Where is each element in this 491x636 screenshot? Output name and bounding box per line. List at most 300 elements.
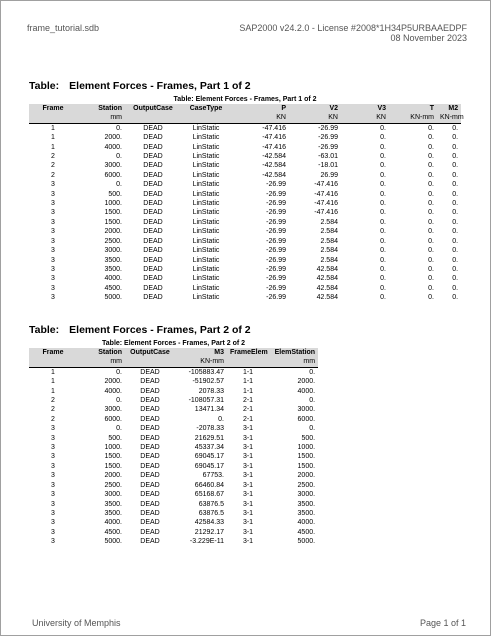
table-cell: 3-1 bbox=[242, 462, 254, 470]
table-cell: 21629.51 bbox=[194, 434, 224, 442]
table-cell: 1 bbox=[51, 387, 55, 395]
table-cell: 69045.17 bbox=[194, 462, 224, 470]
column-unit bbox=[125, 113, 181, 123]
table-cell: -26.99 bbox=[266, 181, 286, 189]
table-cell: LinStatic bbox=[192, 294, 220, 302]
column-unit: KN-mm bbox=[389, 113, 437, 123]
table-cell: 0. bbox=[428, 124, 434, 132]
table-cell: 0. bbox=[428, 265, 434, 273]
table-cell: 2 bbox=[51, 406, 55, 414]
table-cell: 3000. bbox=[297, 491, 316, 499]
table-cell: DEAD bbox=[140, 415, 160, 423]
table-row bbox=[29, 256, 461, 265]
table-cell: 5000. bbox=[104, 538, 122, 546]
table-cell: DEAD bbox=[143, 209, 163, 217]
table-cell: LinStatic bbox=[192, 162, 220, 170]
table-cell: LinStatic bbox=[192, 124, 220, 132]
table-cell: 2-1 bbox=[242, 406, 254, 414]
table-cell: 0. bbox=[116, 368, 122, 376]
table-units-row bbox=[29, 113, 461, 123]
table-cell: LinStatic bbox=[192, 247, 220, 255]
table-cell: 3 bbox=[51, 472, 55, 480]
table-row bbox=[29, 246, 461, 255]
table-cell: LinStatic bbox=[192, 200, 220, 208]
table-cell: 0. bbox=[428, 200, 434, 208]
table-cell: 0. bbox=[452, 275, 459, 283]
table-cell: LinStatic bbox=[192, 134, 220, 142]
table-row bbox=[29, 143, 461, 152]
table-cell: DEAD bbox=[140, 472, 160, 480]
table-cell: 2000. bbox=[297, 378, 316, 386]
table-cell: 42584.33 bbox=[194, 519, 224, 527]
table-cell: LinStatic bbox=[192, 218, 220, 226]
table-cell: 0. bbox=[309, 368, 316, 376]
table1-title bbox=[29, 80, 251, 92]
table-cell: 0. bbox=[380, 181, 386, 189]
column-header: Frame bbox=[29, 348, 77, 357]
column-header: OutputCase bbox=[125, 104, 181, 113]
table-cell: 3-1 bbox=[242, 481, 254, 489]
table-cell: DEAD bbox=[140, 397, 160, 405]
table-cell: 3500. bbox=[104, 509, 122, 517]
table-cell: -26.99 bbox=[266, 284, 286, 292]
table-cell: LinStatic bbox=[192, 265, 220, 273]
table-cell: -26.99 bbox=[266, 218, 286, 226]
table-cell: 0. bbox=[428, 247, 434, 255]
table-cell: 0. bbox=[428, 162, 434, 170]
table-row bbox=[29, 208, 461, 217]
table-cell: 0. bbox=[380, 275, 386, 283]
report-header bbox=[239, 23, 467, 43]
table-cell: LinStatic bbox=[192, 181, 220, 189]
table-cell: DEAD bbox=[140, 500, 160, 508]
column-header: Station bbox=[77, 348, 125, 357]
table-cell: 13471.34 bbox=[194, 406, 224, 414]
table-cell: -42.584 bbox=[262, 171, 286, 179]
table-cell: 3-1 bbox=[242, 538, 254, 546]
table-cell: 3 bbox=[51, 181, 55, 189]
table-cell: 3-1 bbox=[242, 491, 254, 499]
table-cell: 0. bbox=[116, 124, 122, 132]
table-cell: 6000. bbox=[297, 415, 316, 423]
table-cell: 6000. bbox=[104, 415, 122, 423]
table-row bbox=[29, 443, 318, 452]
table-cell: 0. bbox=[380, 153, 386, 161]
table-cell: 4000. bbox=[297, 387, 316, 395]
table-cell: 2 bbox=[51, 153, 55, 161]
table-cell: 3 bbox=[51, 434, 55, 442]
table-cell: 0. bbox=[428, 284, 434, 292]
column-unit: mm bbox=[77, 357, 125, 367]
table-cell: 3-1 bbox=[242, 500, 254, 508]
table-caption: Table: Element Forces - Frames, Part 1 of 2 bbox=[173, 96, 317, 103]
table-cell: 3-1 bbox=[242, 434, 254, 442]
table-cell: DEAD bbox=[143, 284, 163, 292]
table-cell: 0. bbox=[309, 425, 316, 433]
table-cell: 5000. bbox=[104, 294, 122, 302]
table-cell: 1 bbox=[51, 143, 55, 151]
table-cell: DEAD bbox=[143, 237, 163, 245]
table-cell: 1 bbox=[51, 368, 55, 376]
table-cell: 0. bbox=[428, 143, 434, 151]
table-cell: 4000. bbox=[104, 275, 122, 283]
table-cell: 3 bbox=[51, 519, 55, 527]
table-row bbox=[29, 123, 461, 133]
table-cell: 0. bbox=[452, 190, 459, 198]
table-cell: -26.99 bbox=[318, 124, 338, 132]
table-cell: -26.99 bbox=[266, 275, 286, 283]
table-cell: LinStatic bbox=[192, 190, 220, 198]
table-cell: LinStatic bbox=[192, 228, 220, 236]
table-row bbox=[29, 180, 461, 189]
table-cell: 3500. bbox=[297, 500, 316, 508]
column-unit: KN bbox=[341, 113, 389, 123]
table-cell: 42.584 bbox=[316, 265, 338, 273]
table-cell: 0. bbox=[380, 247, 386, 255]
table-cell: 1000. bbox=[297, 444, 316, 452]
table-cell: DEAD bbox=[140, 519, 160, 527]
table-cell: 0. bbox=[452, 265, 459, 273]
table-row bbox=[29, 415, 318, 424]
table-cell: 3 bbox=[51, 190, 55, 198]
table-cell: 1 bbox=[51, 134, 55, 142]
column-header: V3 bbox=[341, 104, 389, 113]
column-header: Station bbox=[77, 104, 125, 113]
table-cell: 2 bbox=[51, 397, 55, 405]
column-unit bbox=[29, 357, 77, 367]
column-header: V2 bbox=[289, 104, 341, 113]
column-header: M3 bbox=[175, 348, 227, 357]
table-row bbox=[29, 152, 461, 161]
table-row bbox=[29, 199, 461, 208]
table-cell: 0. bbox=[218, 415, 224, 423]
column-unit bbox=[125, 357, 175, 367]
column-unit bbox=[29, 113, 77, 123]
table-cell: 0. bbox=[116, 397, 122, 405]
table-row bbox=[29, 190, 461, 199]
table-caption: Table: Element Forces - Frames, Part 2 of 2 bbox=[102, 340, 246, 347]
table-cell: DEAD bbox=[140, 538, 160, 546]
file-name: frame_tutorial.sdb bbox=[27, 23, 100, 33]
table-cell: -63.01 bbox=[318, 153, 338, 161]
table-cell: 3 bbox=[51, 218, 55, 226]
table-cell: 0. bbox=[380, 190, 386, 198]
table-row bbox=[29, 265, 461, 274]
table-cell: DEAD bbox=[143, 256, 163, 264]
table-cell: 0. bbox=[116, 181, 122, 189]
table-cell: 0. bbox=[452, 124, 459, 132]
table-row bbox=[29, 284, 461, 293]
table-cell: 500. bbox=[301, 434, 316, 442]
table-cell: 3 bbox=[51, 462, 55, 470]
table-cell: 1500. bbox=[104, 209, 122, 217]
table-cell: DEAD bbox=[143, 228, 163, 236]
table-cell: 3000. bbox=[104, 162, 122, 170]
table-cell: 2000. bbox=[104, 134, 122, 142]
table-row bbox=[29, 274, 461, 283]
table-cell: DEAD bbox=[140, 491, 160, 499]
table-row bbox=[29, 434, 318, 443]
table-cell: 0. bbox=[380, 162, 386, 170]
table-cell: 3 bbox=[51, 294, 55, 302]
table-cell: LinStatic bbox=[192, 237, 220, 245]
table-cell: 3000. bbox=[104, 491, 122, 499]
table-cell: 0. bbox=[380, 265, 386, 273]
table-cell: DEAD bbox=[140, 368, 160, 376]
table-cell: -26.99 bbox=[318, 134, 338, 142]
table-cell: DEAD bbox=[143, 134, 163, 142]
column-header: P bbox=[231, 104, 289, 113]
table-cell: LinStatic bbox=[192, 153, 220, 161]
table-cell: 3 bbox=[51, 200, 55, 208]
table-cell: 1000. bbox=[104, 200, 122, 208]
table-cell: -18.01 bbox=[318, 162, 338, 170]
table-row bbox=[29, 500, 318, 509]
table-cell: 1 bbox=[51, 124, 55, 132]
table-cell: 4000. bbox=[104, 519, 122, 527]
organization-name: University of Memphis bbox=[32, 618, 121, 628]
table-cell: -47.416 bbox=[314, 181, 338, 189]
column-header: M2 bbox=[437, 104, 461, 113]
table-cell: 0. bbox=[428, 218, 434, 226]
table-units-row bbox=[29, 357, 318, 367]
table-cell: LinStatic bbox=[192, 256, 220, 264]
table-cell: 1000. bbox=[104, 444, 122, 452]
table-cell: 1500. bbox=[297, 462, 316, 470]
table-cell: 0. bbox=[116, 153, 122, 161]
table-cell: -26.99 bbox=[266, 265, 286, 273]
column-header: CaseType bbox=[181, 104, 231, 113]
column-unit: KN bbox=[231, 113, 289, 123]
table-cell: 3500. bbox=[104, 265, 122, 273]
table-cell: -3.229E-11 bbox=[189, 538, 224, 546]
table-row bbox=[29, 537, 318, 546]
table-cell: DEAD bbox=[140, 481, 160, 489]
table-cell: 4500. bbox=[104, 528, 122, 536]
table-cell: 500. bbox=[108, 190, 122, 198]
table-row bbox=[29, 387, 318, 396]
table-cell: DEAD bbox=[143, 190, 163, 198]
table-cell: DEAD bbox=[140, 425, 160, 433]
table-row bbox=[29, 481, 318, 490]
table-cell: -26.99 bbox=[318, 143, 338, 151]
table-cell: 1500. bbox=[104, 462, 122, 470]
page-number: Page 1 of 1 bbox=[419, 618, 466, 628]
table-cell: DEAD bbox=[143, 162, 163, 170]
table-cell: 0. bbox=[380, 294, 386, 302]
table-cell: DEAD bbox=[140, 509, 160, 517]
table-cell: 4500. bbox=[297, 528, 316, 536]
table-cell: 3 bbox=[51, 509, 55, 517]
table-cell: 1500. bbox=[104, 453, 122, 461]
table-row bbox=[29, 227, 461, 236]
column-header: ElemStation bbox=[269, 348, 318, 357]
program-license: SAP2000 v24.2.0 - License #2008*1H34P5URBAAEDPF bbox=[239, 23, 467, 33]
table-cell: DEAD bbox=[143, 171, 163, 179]
table-cell: 3 bbox=[51, 444, 55, 452]
table-cell: 2.584 bbox=[320, 256, 338, 264]
table-cell: 0. bbox=[452, 247, 459, 255]
table-row bbox=[29, 237, 461, 246]
table-cell: DEAD bbox=[143, 200, 163, 208]
table-cell: 0. bbox=[428, 190, 434, 198]
table-cell: -47.416 bbox=[314, 209, 338, 217]
table-cell: 3000. bbox=[297, 406, 316, 414]
table-cell: 3500. bbox=[104, 256, 122, 264]
table-cell: 3-1 bbox=[242, 444, 254, 452]
table-cell: 0. bbox=[428, 134, 434, 142]
table-cell: DEAD bbox=[143, 265, 163, 273]
table-cell: 0. bbox=[380, 134, 386, 142]
table-cell: -51902.57 bbox=[192, 378, 224, 386]
element-forces-table-part2 bbox=[29, 339, 318, 547]
table-row bbox=[29, 377, 318, 386]
table-cell: 3 bbox=[51, 275, 55, 283]
table-cell: -47.416 bbox=[314, 190, 338, 198]
table-cell: 3 bbox=[51, 237, 55, 245]
table-cell: 2000. bbox=[297, 472, 316, 480]
table-cell: -2078.33 bbox=[196, 425, 224, 433]
table-cell: 2000. bbox=[104, 378, 122, 386]
table-cell: 0. bbox=[452, 134, 459, 142]
table-cell: DEAD bbox=[143, 124, 163, 132]
table-cell: 3000. bbox=[104, 247, 122, 255]
table-cell: -47.416 bbox=[262, 124, 286, 132]
table-cell: 0. bbox=[428, 209, 434, 217]
table-cell: -26.99 bbox=[266, 247, 286, 255]
table-cell: 45337.34 bbox=[194, 444, 224, 452]
column-unit: mm bbox=[77, 113, 125, 123]
table-caption-row bbox=[29, 95, 461, 104]
table-cell: 0. bbox=[452, 237, 459, 245]
table-row bbox=[29, 405, 318, 414]
table-cell: -42.584 bbox=[262, 153, 286, 161]
table-cell: -26.99 bbox=[266, 294, 286, 302]
table-row bbox=[29, 528, 318, 537]
table-cell: DEAD bbox=[143, 218, 163, 226]
table-cell: -47.416 bbox=[262, 134, 286, 142]
table-cell: 0. bbox=[428, 294, 434, 302]
table-cell: 0. bbox=[116, 425, 122, 433]
table-cell: 3-1 bbox=[242, 509, 254, 517]
table-cell: 4500. bbox=[104, 284, 122, 292]
table-cell: 0. bbox=[309, 397, 316, 405]
table-header-row bbox=[29, 348, 318, 357]
column-header: T bbox=[389, 104, 437, 113]
table-cell: 63876.5 bbox=[198, 500, 224, 508]
table-cell: 0. bbox=[380, 200, 386, 208]
column-unit: mm bbox=[269, 357, 318, 367]
table-cell: 0. bbox=[380, 171, 386, 179]
table-cell: 500. bbox=[108, 434, 122, 442]
table-cell: 0. bbox=[380, 143, 386, 151]
table-cell: 2000. bbox=[104, 472, 122, 480]
table-cell: DEAD bbox=[140, 462, 160, 470]
table-cell: 3-1 bbox=[242, 519, 254, 527]
table-cell: 0. bbox=[452, 171, 459, 179]
table-cell: 1-1 bbox=[242, 378, 254, 386]
table-cell: 0. bbox=[380, 237, 386, 245]
table-cell: 2-1 bbox=[242, 415, 254, 423]
table-cell: 2000. bbox=[104, 228, 122, 236]
table-row bbox=[29, 471, 318, 480]
table-cell: 3500. bbox=[104, 500, 122, 508]
report-date: 08 November 2023 bbox=[390, 33, 467, 43]
table-cell: 0. bbox=[380, 228, 386, 236]
table-cell: 1500. bbox=[104, 218, 122, 226]
table-cell: -47.416 bbox=[262, 143, 286, 151]
table-cell: 65168.67 bbox=[194, 491, 224, 499]
table-cell: 0. bbox=[452, 181, 459, 189]
table-row bbox=[29, 452, 318, 461]
table1-title-text: Element Forces - Frames, Part 1 of 2 bbox=[69, 80, 251, 92]
table-cell: 0. bbox=[452, 228, 459, 236]
table-cell: 42.584 bbox=[316, 284, 338, 292]
table-cell: DEAD bbox=[140, 453, 160, 461]
table2-title-text: Element Forces - Frames, Part 2 of 2 bbox=[69, 324, 251, 336]
table-row bbox=[29, 490, 318, 499]
table-cell: 0. bbox=[452, 294, 459, 302]
table-row bbox=[29, 396, 318, 405]
table-row bbox=[29, 518, 318, 527]
table-cell: 0. bbox=[380, 284, 386, 292]
table-cell: LinStatic bbox=[192, 284, 220, 292]
table-cell: -26.99 bbox=[266, 190, 286, 198]
table-cell: DEAD bbox=[140, 444, 160, 452]
table-cell: 0. bbox=[452, 209, 459, 217]
table-cell: 0. bbox=[452, 284, 459, 292]
table-cell: DEAD bbox=[143, 275, 163, 283]
table-cell: 6000. bbox=[104, 171, 122, 179]
table-cell: 4000. bbox=[104, 387, 122, 395]
table-cell: 3 bbox=[51, 284, 55, 292]
column-unit bbox=[181, 113, 231, 123]
table-cell: 2500. bbox=[104, 237, 122, 245]
table-cell: 3 bbox=[51, 500, 55, 508]
table-cell: 3-1 bbox=[242, 425, 254, 433]
table-cell: DEAD bbox=[140, 406, 160, 414]
table-row bbox=[29, 133, 461, 142]
table-cell: 0. bbox=[428, 275, 434, 283]
table-cell: 0. bbox=[452, 153, 459, 161]
table-cell: 3500. bbox=[297, 509, 316, 517]
column-unit: KN-mm bbox=[437, 113, 461, 123]
table-cell: 3000. bbox=[104, 406, 122, 414]
table-cell: 3 bbox=[51, 491, 55, 499]
table-cell: -105883.47 bbox=[188, 368, 224, 376]
table-cell: 0. bbox=[380, 124, 386, 132]
table-cell: 0. bbox=[428, 237, 434, 245]
table-cell: 2 bbox=[51, 415, 55, 423]
table-row bbox=[29, 509, 318, 518]
table-cell: DEAD bbox=[143, 294, 163, 302]
table-cell: -26.99 bbox=[266, 256, 286, 264]
table-cell: -26.99 bbox=[266, 209, 286, 217]
table-cell: DEAD bbox=[140, 528, 160, 536]
table-cell: 3 bbox=[51, 481, 55, 489]
table-cell: 1 bbox=[51, 378, 55, 386]
table-cell: 0. bbox=[452, 162, 459, 170]
table-cell: -47.416 bbox=[314, 200, 338, 208]
table-cell: 42.584 bbox=[316, 294, 338, 302]
table-cell: 0. bbox=[428, 181, 434, 189]
table-row bbox=[29, 171, 461, 180]
table-cell: DEAD bbox=[143, 153, 163, 161]
table-cell: 2.584 bbox=[320, 228, 338, 236]
table-cell: DEAD bbox=[143, 181, 163, 189]
table-cell: 3 bbox=[51, 425, 55, 433]
table-row bbox=[29, 367, 318, 377]
